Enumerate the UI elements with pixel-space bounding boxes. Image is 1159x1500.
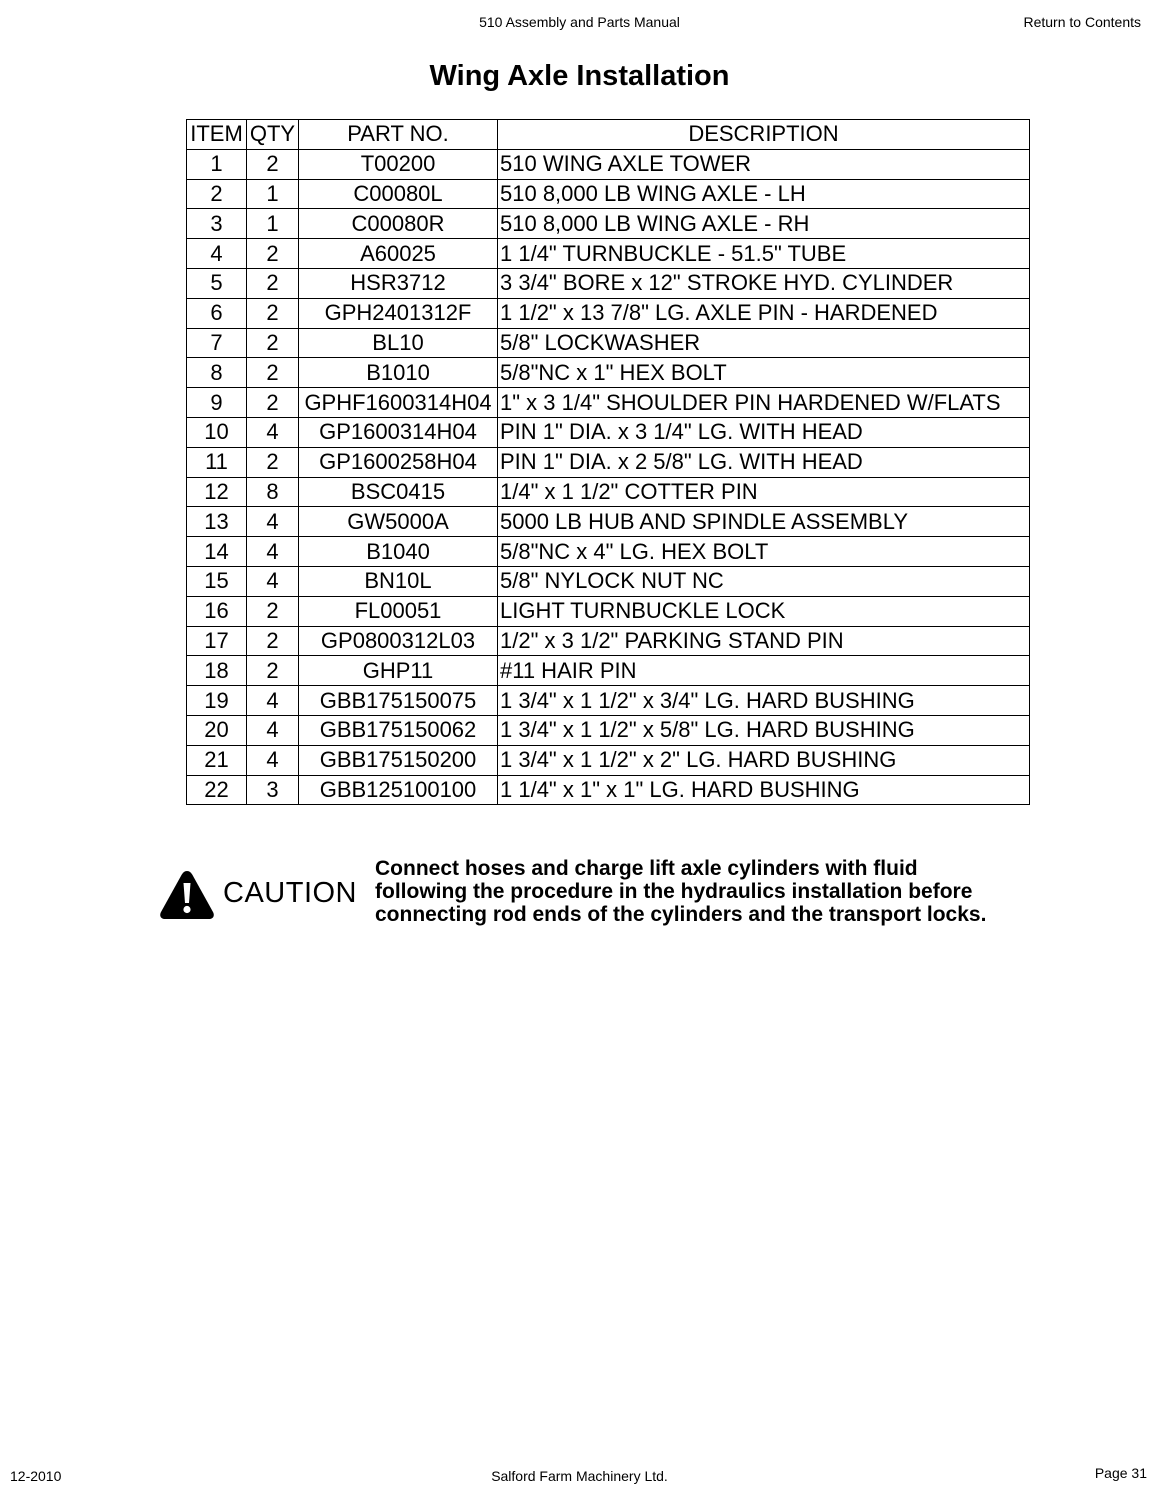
- description-cell: 1" x 3 1/4" SHOULDER PIN HARDENED W/FLATS: [498, 388, 1030, 418]
- table-row: [187, 656, 1030, 686]
- quantity-cell: 2: [247, 268, 299, 298]
- caution-line: following the procedure in the hydraulics installation before: [375, 880, 973, 903]
- description-cell: 510 WING AXLE TOWER: [498, 149, 1030, 179]
- part-number-cell: GHP11: [299, 656, 498, 686]
- column-header-description: DESCRIPTION: [498, 120, 1030, 150]
- quantity-cell: 2: [247, 596, 299, 626]
- quantity-cell: 4: [247, 537, 299, 567]
- parts-table-body: [187, 149, 1030, 805]
- quantity-cell: 2: [247, 388, 299, 418]
- quantity-cell: 2: [247, 358, 299, 388]
- table-row: [187, 626, 1030, 656]
- item-number-cell: 10: [187, 417, 247, 447]
- description-cell: 3 3/4" BORE x 12" STROKE HYD. CYLINDER: [498, 268, 1030, 298]
- quantity-cell: 2: [247, 447, 299, 477]
- description-cell: 1/2" x 3 1/2" PARKING STAND PIN: [498, 626, 1030, 656]
- quantity-cell: 2: [247, 626, 299, 656]
- description-cell: 1/4" x 1 1/2" COTTER PIN: [498, 477, 1030, 507]
- caution-notice: [158, 857, 1058, 930]
- item-number-cell: 18: [187, 656, 247, 686]
- quantity-cell: 1: [247, 179, 299, 209]
- table-row: [187, 209, 1030, 239]
- item-number-cell: 16: [187, 596, 247, 626]
- quantity-cell: 4: [247, 715, 299, 745]
- table-row: [187, 447, 1030, 477]
- part-number-cell: GBB175150200: [299, 745, 498, 775]
- description-cell: #11 HAIR PIN: [498, 656, 1030, 686]
- item-number-cell: 17: [187, 626, 247, 656]
- description-cell: PIN 1" DIA. x 3 1/4" LG. WITH HEAD: [498, 417, 1030, 447]
- table-row: [187, 566, 1030, 596]
- part-number-cell: GPH2401312F: [299, 298, 498, 328]
- footer-date: 12-2010: [10, 1468, 62, 1484]
- quantity-cell: 3: [247, 775, 299, 805]
- part-number-cell: BN10L: [299, 566, 498, 596]
- caution-label: CAUTION: [223, 877, 357, 909]
- table-row: [187, 775, 1030, 805]
- item-number-cell: 21: [187, 745, 247, 775]
- item-number-cell: 19: [187, 686, 247, 716]
- part-number-cell: GP1600314H04: [299, 417, 498, 447]
- parts-table: [186, 119, 1030, 805]
- item-number-cell: 13: [187, 507, 247, 537]
- table-row: [187, 537, 1030, 567]
- quantity-cell: 4: [247, 507, 299, 537]
- description-cell: 510 8,000 LB WING AXLE - RH: [498, 209, 1030, 239]
- description-cell: 1 3/4" x 1 1/2" x 2" LG. HARD BUSHING: [498, 745, 1030, 775]
- quantity-cell: 4: [247, 745, 299, 775]
- part-number-cell: GW5000A: [299, 507, 498, 537]
- description-cell: 5/8" NYLOCK NUT NC: [498, 566, 1030, 596]
- item-number-cell: 6: [187, 298, 247, 328]
- part-number-cell: C00080L: [299, 179, 498, 209]
- column-header-item: ITEM: [187, 120, 247, 150]
- quantity-cell: 4: [247, 417, 299, 447]
- item-number-cell: 12: [187, 477, 247, 507]
- part-number-cell: GBB175150062: [299, 715, 498, 745]
- page-title: Wing Axle Installation: [429, 60, 730, 92]
- footer-company: Salford Farm Machinery Ltd.: [491, 1468, 668, 1484]
- description-cell: 510 8,000 LB WING AXLE - LH: [498, 179, 1030, 209]
- part-number-cell: GPHF1600314H04: [299, 388, 498, 418]
- item-number-cell: 8: [187, 358, 247, 388]
- description-cell: 1 1/4" x 1" x 1" LG. HARD BUSHING: [498, 775, 1030, 805]
- quantity-cell: 1: [247, 209, 299, 239]
- caution-line: connecting rod ends of the cylinders and the transport locks.: [375, 903, 987, 926]
- table-row: [187, 715, 1030, 745]
- table-row: [187, 328, 1030, 358]
- table-row: [187, 507, 1030, 537]
- part-number-cell: HSR3712: [299, 268, 498, 298]
- description-cell: 1 1/4" TURNBUCKLE - 51.5" TUBE: [498, 239, 1030, 269]
- description-cell: 1 3/4" x 1 1/2" x 3/4" LG. HARD BUSHING: [498, 686, 1030, 716]
- table-row: [187, 149, 1030, 179]
- table-row: [187, 745, 1030, 775]
- quantity-cell: 4: [247, 566, 299, 596]
- table-row: [187, 298, 1030, 328]
- table-row: [187, 686, 1030, 716]
- part-number-cell: C00080R: [299, 209, 498, 239]
- table-row: [187, 179, 1030, 209]
- return-to-contents-link[interactable]: Return to Contents: [1023, 14, 1141, 30]
- caution-text: [375, 857, 1055, 926]
- part-number-cell: T00200: [299, 149, 498, 179]
- quantity-cell: 8: [247, 477, 299, 507]
- part-number-cell: GP1600258H04: [299, 447, 498, 477]
- quantity-cell: 2: [247, 239, 299, 269]
- table-row: [187, 596, 1030, 626]
- item-number-cell: 14: [187, 537, 247, 567]
- table-row: [187, 268, 1030, 298]
- description-cell: 1 3/4" x 1 1/2" x 5/8" LG. HARD BUSHING: [498, 715, 1030, 745]
- table-header-row: [187, 120, 1030, 150]
- item-number-cell: 15: [187, 566, 247, 596]
- quantity-cell: 4: [247, 686, 299, 716]
- item-number-cell: 11: [187, 447, 247, 477]
- description-cell: 5/8"NC x 1" HEX BOLT: [498, 358, 1030, 388]
- item-number-cell: 20: [187, 715, 247, 745]
- table-row: [187, 477, 1030, 507]
- description-cell: 5/8" LOCKWASHER: [498, 328, 1030, 358]
- warning-icon: [158, 868, 216, 922]
- item-number-cell: 1: [187, 149, 247, 179]
- item-number-cell: 9: [187, 388, 247, 418]
- description-cell: 5000 LB HUB AND SPINDLE ASSEMBLY: [498, 507, 1030, 537]
- part-number-cell: GBB175150075: [299, 686, 498, 716]
- description-cell: PIN 1" DIA. x 2 5/8" LG. WITH HEAD: [498, 447, 1030, 477]
- description-cell: LIGHT TURNBUCKLE LOCK: [498, 596, 1030, 626]
- column-header-part-no: PART NO.: [299, 120, 498, 150]
- part-number-cell: GBB125100100: [299, 775, 498, 805]
- quantity-cell: 2: [247, 298, 299, 328]
- item-number-cell: 7: [187, 328, 247, 358]
- description-cell: 1 1/2" x 13 7/8" LG. AXLE PIN - HARDENED: [498, 298, 1030, 328]
- quantity-cell: 2: [247, 656, 299, 686]
- part-number-cell: B1010: [299, 358, 498, 388]
- column-header-qty: QTY: [247, 120, 299, 150]
- part-number-cell: BSC0415: [299, 477, 498, 507]
- table-row: [187, 239, 1030, 269]
- item-number-cell: 3: [187, 209, 247, 239]
- item-number-cell: 5: [187, 268, 247, 298]
- part-number-cell: A60025: [299, 239, 498, 269]
- page-number: Page 31: [1094, 1465, 1147, 1481]
- table-row: [187, 388, 1030, 418]
- part-number-cell: FL00051: [299, 596, 498, 626]
- part-number-cell: BL10: [299, 328, 498, 358]
- table-row: [187, 358, 1030, 388]
- item-number-cell: 22: [187, 775, 247, 805]
- part-number-cell: B1040: [299, 537, 498, 567]
- quantity-cell: 2: [247, 328, 299, 358]
- table-row: [187, 417, 1030, 447]
- item-number-cell: 4: [187, 239, 247, 269]
- part-number-cell: GP0800312L03: [299, 626, 498, 656]
- description-cell: 5/8"NC x 4" LG. HEX BOLT: [498, 537, 1030, 567]
- caution-line: Connect hoses and charge lift axle cylinders with fluid: [375, 857, 918, 880]
- item-number-cell: 2: [187, 179, 247, 209]
- quantity-cell: 2: [247, 149, 299, 179]
- manual-title: 510 Assembly and Parts Manual: [479, 14, 680, 30]
